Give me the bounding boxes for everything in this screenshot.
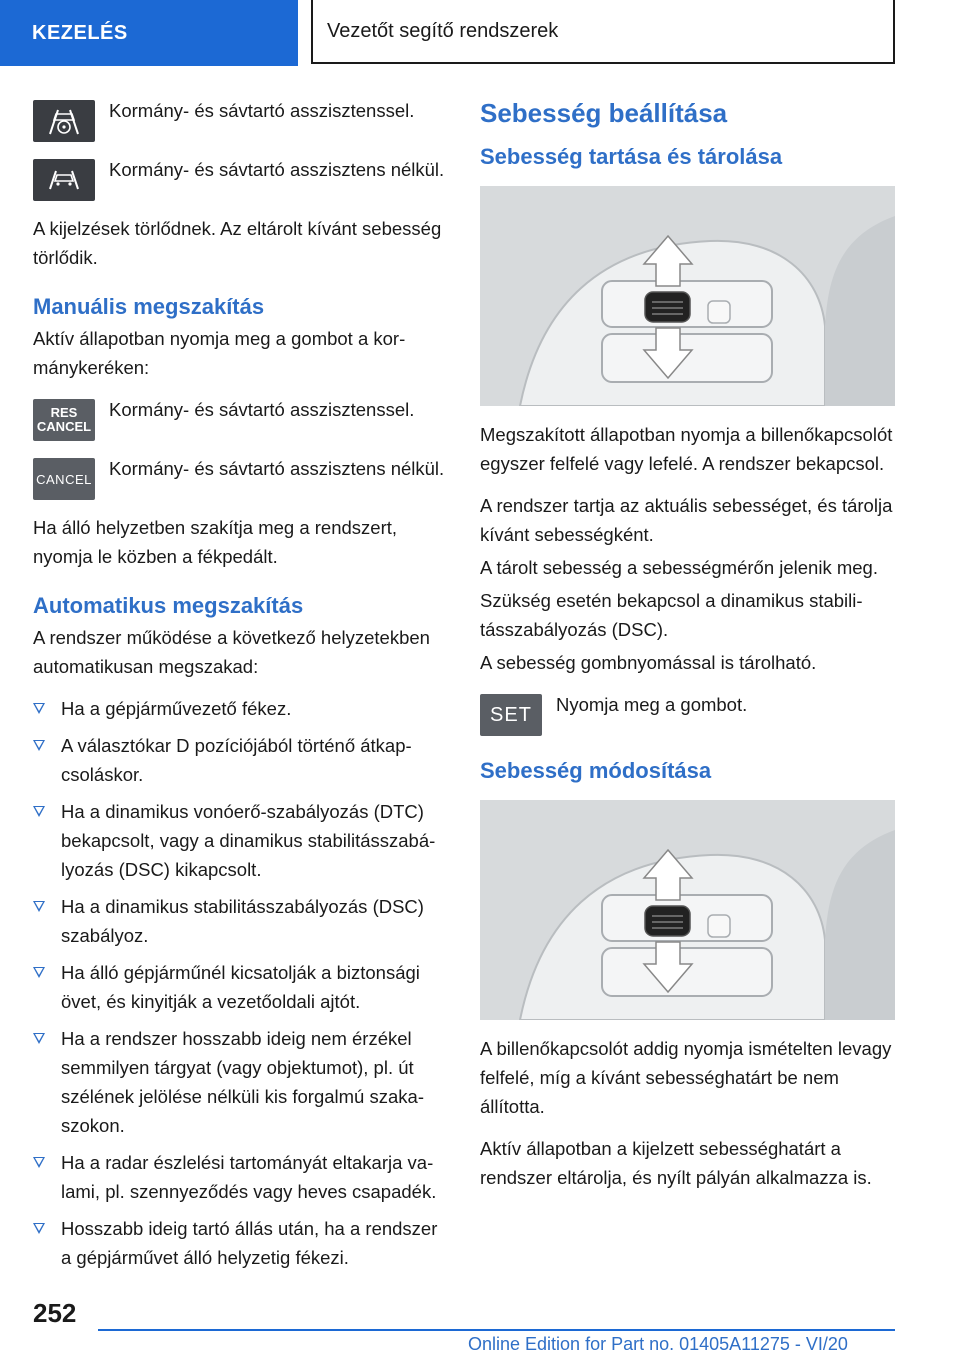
res-cancel-button-icon: [33, 399, 95, 441]
heading-hold-store-speed: Sebesség tartása és tárolása: [480, 144, 783, 169]
paragraph: Szükség esetén bekapcsol a dinamikus stabilitásszabályozás (DSC).: [480, 590, 863, 640]
paragraph: A rendszer működése a következő helyzetekben automatikusan megszakad:: [33, 627, 430, 677]
paragraph: A tárolt sebesség a sebességmérőn jelenik meg.: [480, 557, 878, 578]
list-item: [33, 694, 451, 723]
list-item-text: Ha a rendszer hosszabb ideig nem érzékel semmilyen tárgyat (vagy objektumot), pl. út szélének jelölése nélküli kis forgalmú szakaszokon.: [61, 1028, 424, 1136]
list-item: [33, 1214, 451, 1272]
footer-divider: [98, 1329, 895, 1331]
list-item: [33, 731, 451, 789]
list-item-text: Ha a dinamikus stabilitásszabályozás (DSC) szabályoz.: [61, 896, 424, 946]
icon-row-steering-off: [33, 155, 451, 201]
steering-wheel-rocker-image: [480, 800, 895, 1020]
paragraph: A sebesség gombnyomással is tárolható.: [480, 652, 817, 673]
paragraph: A rendszer tartja az aktuális sebességet, és tárolja kívánt sebességként.: [480, 495, 893, 545]
section-title: Vezetőt segítő rendszerek: [311, 0, 895, 64]
edition-link[interactable]: Online Edition for Part no. 01405A11275 - VI/20: [468, 1334, 848, 1354]
triangle-bullet-icon: [33, 1223, 45, 1234]
list-item: [33, 958, 451, 1016]
paragraph: Ha álló helyzetben szakítja meg a rendszert, nyomja le közben a fékpedált.: [33, 517, 398, 567]
icon-row-text: Kormány- és sávtartó asszisztens nélkül.: [109, 458, 445, 479]
triangle-bullet-icon: [33, 1157, 45, 1168]
cancel-label: CANCEL: [36, 471, 92, 487]
heading-manual-cancel: Manuális megszakítás: [33, 294, 265, 319]
list-item-text: Ha a gépjárművezető fékez.: [61, 698, 292, 719]
icon-row-cancel: [33, 454, 451, 500]
cancel-label: CANCEL: [36, 419, 92, 434]
paragraph: Megszakított állapotban nyomja a billenőkapcsolót egyszer felfelé vagy lefelé. A rendszer bekapcsol.: [480, 424, 893, 474]
set-label: SET: [490, 703, 532, 726]
heading-set-speed: Sebesség beállítása: [480, 98, 728, 128]
steering-wheel-rocker-image: [480, 186, 895, 406]
page-header: [0, 0, 960, 66]
list-item-text: Ha a radar észlelési tartományát eltakarja valami, pl. szennyeződés vagy heves csapadék.: [61, 1152, 437, 1202]
triangle-bullet-icon: [33, 703, 45, 714]
icon-row-text: Kormány- és sávtartó asszisztenssel.: [109, 399, 415, 420]
icon-row-text: Kormány- és sávtartó asszisztens nélkül.: [109, 159, 445, 180]
chapter-tab[interactable]: KEZELÉS: [0, 0, 298, 66]
triangle-bullet-icon: [33, 806, 45, 817]
list-item-text: Ha álló gépjárműnél kicsatolják a biztonsági övet, és kinyitják a vezetőoldali ajtót.: [61, 962, 420, 1012]
list-item: [33, 1148, 451, 1206]
steering-assist-active-icon: [33, 100, 95, 142]
paragraph: A billenőkapcsolót addig nyomja ismételten levagy felfelé, míg a kívánt sebességhatárt be nem állította.: [480, 1038, 892, 1117]
list-item: [33, 892, 451, 950]
paragraph: A kijelzések törlődnek. Az eltárolt kívánt sebesség törlődik.: [33, 218, 442, 268]
page-number: 252: [33, 1298, 77, 1328]
triangle-bullet-icon: [33, 1033, 45, 1044]
triangle-bullet-icon: [33, 901, 45, 912]
left-column: [33, 96, 451, 1280]
list-item-text: Hosszabb ideig tartó állás után, ha a rendszer a gépjárművet álló helyzetig fékezi.: [61, 1218, 438, 1268]
auto-cancel-list: [33, 694, 451, 1272]
paragraph: Aktív állapotban a kijelzett sebességhatárt a rendszer eltárolja, és nyílt pályán alkalmazza is.: [480, 1138, 872, 1188]
icon-row-text: Kormány- és sávtartó asszisztenssel.: [109, 100, 415, 121]
list-item: [33, 797, 451, 884]
icon-row-res-cancel: [33, 395, 451, 441]
cancel-button-icon: [33, 458, 95, 500]
icon-row-steering-active: [33, 96, 451, 142]
right-column: [480, 96, 898, 1205]
heading-change-speed: Sebesség módosítása: [480, 758, 712, 783]
set-button-icon: [480, 694, 542, 736]
list-item: [33, 1024, 451, 1140]
res-label: RES: [50, 405, 78, 420]
icon-row-text: Nyomja meg a gombot.: [556, 694, 748, 715]
paragraph: Aktív állapotban nyomja meg a gombot a kormánykeréken:: [33, 328, 406, 378]
triangle-bullet-icon: [33, 740, 45, 751]
list-item-text: Ha a dinamikus vonóerő-szabályozás (DTC) bekapcsolt, vagy a dinamikus stabilitásszabályozás (DSC) kikapcsolt.: [61, 801, 436, 880]
triangle-bullet-icon: [33, 967, 45, 978]
icon-row-set: [480, 690, 898, 736]
heading-auto-cancel: Automatikus megszakítás: [33, 593, 304, 618]
steering-assist-off-icon: [33, 159, 95, 201]
list-item-text: A választókar D pozíciójából történő átkapcsoláskor.: [61, 735, 412, 785]
